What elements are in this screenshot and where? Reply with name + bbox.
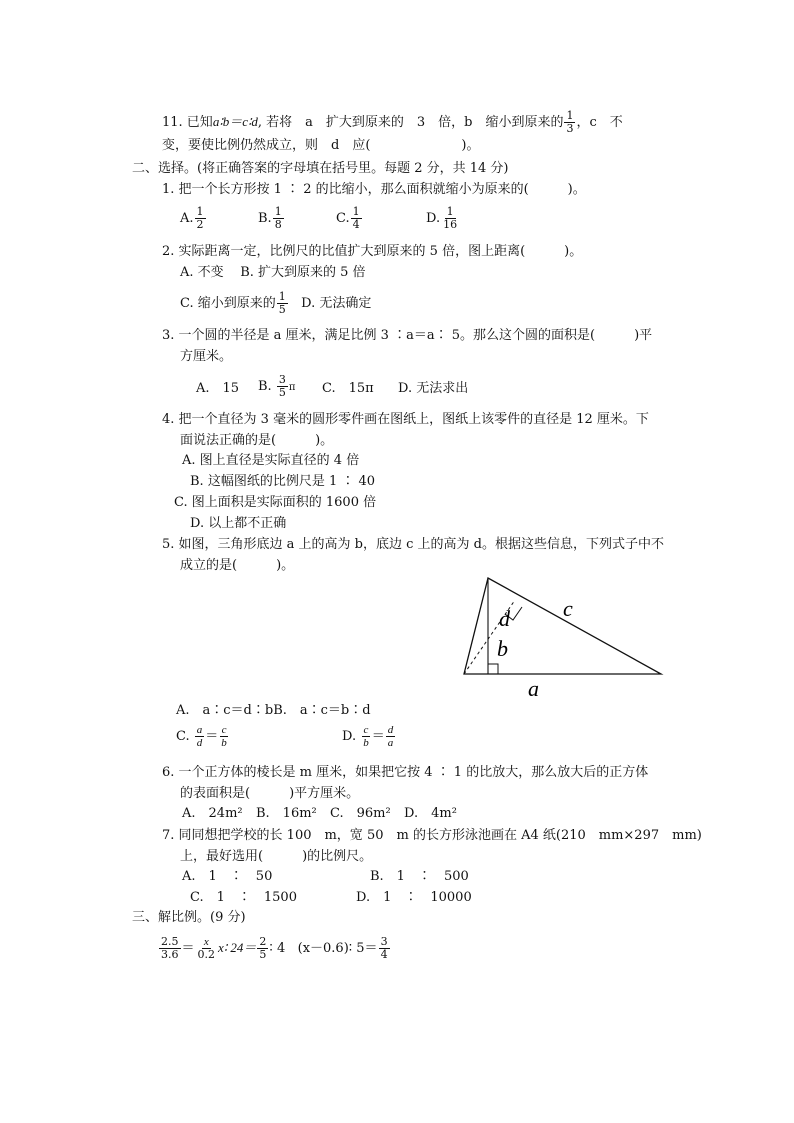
q3-option-a[interactable]: A. 15	[196, 381, 240, 396]
q2-option-b[interactable]: B. 扩大到原来的 5 倍	[240, 265, 366, 280]
triangle	[464, 578, 661, 674]
label-d: d	[499, 606, 510, 631]
q7-stem-2: 上，最好选用( )的比例尺。	[180, 849, 373, 864]
q3-stem-1: 3. 一个圆的半径是 a 厘米，满足比例 3 ∶a＝a∶ 5。那么这个圆的面积是( )平	[162, 328, 653, 343]
q5-option-d[interactable]: D. $\frac{c}{b}$ ＝ $\frac{d}{a}$	[342, 724, 394, 749]
q5-stem-1: 5. 如图，三角形底边 a 上的高为 b，底边 c 上的高为 d。根据这些信息，下列式子中不	[162, 537, 665, 552]
proportion-equations	[158, 930, 391, 966]
triangle-diagram	[455, 570, 670, 700]
q7-option-c[interactable]: C. 1 ∶ 1500	[190, 890, 297, 905]
q4-option-a[interactable]: A. 图上直径是实际直径的 4 倍	[182, 453, 360, 468]
equation-2: x∶ 24＝ $\frac{2}{5}$ ∶ 4	[218, 935, 286, 961]
label-c: c	[563, 596, 573, 621]
q7-option-d[interactable]: D. 1 ∶ 10000	[356, 890, 472, 905]
q1-option-c[interactable]: C. $\frac{1}{4}$	[336, 205, 360, 231]
q3-stem-2: 方厘米。	[180, 349, 233, 364]
q7-option-b[interactable]: B. 1 ∶ 500	[370, 869, 469, 884]
q6-option-b[interactable]: B. 16m²	[256, 806, 317, 821]
right-angle-mark-b	[488, 664, 498, 674]
label-b: b	[497, 636, 508, 661]
q2-option-c[interactable]: C. 缩小到原来的 $\frac{1}{5}$	[180, 290, 286, 316]
q3-option-b[interactable]: B. $\frac{3}{5}$ π	[258, 373, 296, 399]
equation-1: $\frac{2.5}{3.6}$ ＝ $\frac{x}{0.2}$	[161, 935, 216, 961]
section-heading-2: 二、选择。(将正确答案的字母填在括号里。每题 2 分，共 14 分)	[132, 161, 509, 176]
q2-option-a[interactable]: A. 不变	[180, 265, 224, 280]
q3-option-c[interactable]: C. 15π	[322, 381, 374, 396]
q11-ratio: a∶b＝c∶d	[212, 114, 258, 129]
q1-option-d[interactable]: D. $\frac{1}{16}$	[426, 205, 458, 231]
q4-option-c[interactable]: C. 图上面积是实际面积的 1600 倍	[174, 495, 377, 510]
equation-3: (x－0.6)∶ 5＝ $\frac{3}{4}$	[297, 935, 388, 961]
q6-stem-2: 的表面积是( )平方厘米。	[180, 786, 360, 801]
q1-option-a[interactable]: A. $\frac{1}{2}$	[180, 205, 204, 231]
label-a: a	[528, 676, 539, 700]
q7-option-a[interactable]: A. 1 ∶ 50	[182, 869, 273, 884]
q1-stem: 1. 把一个长方形按 1 ∶ 2 的比缩小，那么面积就缩小为原来的( )。	[162, 182, 586, 197]
q4-stem-2: 面说法正确的是( )。	[180, 433, 334, 448]
q6-stem-1: 6. 一个正方体的棱长是 m 厘米，如果把它按 4 ∶ 1 的比放大，那么放大后的正方体	[162, 765, 649, 780]
q4-option-d[interactable]: D. 以上都不正确	[190, 516, 287, 531]
q6-option-a[interactable]: A. 24m²	[182, 806, 243, 821]
q11-line1: 11. 已知a∶b＝c∶d, 若将 a 扩大到原来的 3 倍，b 缩小到原来的 $\frac{1}{3}$ ，c 不	[162, 109, 623, 135]
q11-line2: 变，要使比例仍然成立，则 d 应( )。	[162, 138, 480, 153]
q1-option-b[interactable]: B. $\frac{1}{8}$	[258, 205, 282, 231]
q2-options-cd	[180, 291, 371, 316]
fraction: $\frac{1}{3}$	[566, 109, 574, 135]
q2-options-ab	[180, 264, 366, 282]
q6-option-c[interactable]: C. 96m²	[330, 806, 391, 821]
q5-options-ab[interactable]: A. a∶c＝d∶bB. a∶c＝b∶d	[176, 703, 371, 718]
q7-stem-1: 7. 同同想把学校的长 100 m，宽 50 m 的长方形泳池画在 A4 纸(210 mm×297 mm)	[162, 828, 702, 843]
q5-stem-2: 成立的是( )。	[180, 558, 295, 573]
q3-option-d[interactable]: D. 无法求出	[398, 381, 469, 396]
q5-option-c[interactable]: C. $\frac{a}{d}$ ＝ $\frac{c}{b}$	[176, 724, 227, 749]
q4-option-b[interactable]: B. 这幅图纸的比例尺是 1 ∶ 40	[190, 474, 376, 489]
q2-option-d[interactable]: D. 无法确定	[301, 296, 372, 311]
q4-stem-1: 4. 把一个直径为 3 毫米的圆形零件画在图纸上，图纸上该零件的直径是 12 厘米。下	[162, 412, 649, 427]
section-heading-3: 三、解比例。(9 分)	[132, 910, 246, 925]
q2-stem: 2. 实际距离一定，比例尺的比值扩大到原来的 5 倍，图上距离( )。	[162, 244, 583, 259]
q6-option-d[interactable]: D. 4m²	[404, 806, 457, 821]
